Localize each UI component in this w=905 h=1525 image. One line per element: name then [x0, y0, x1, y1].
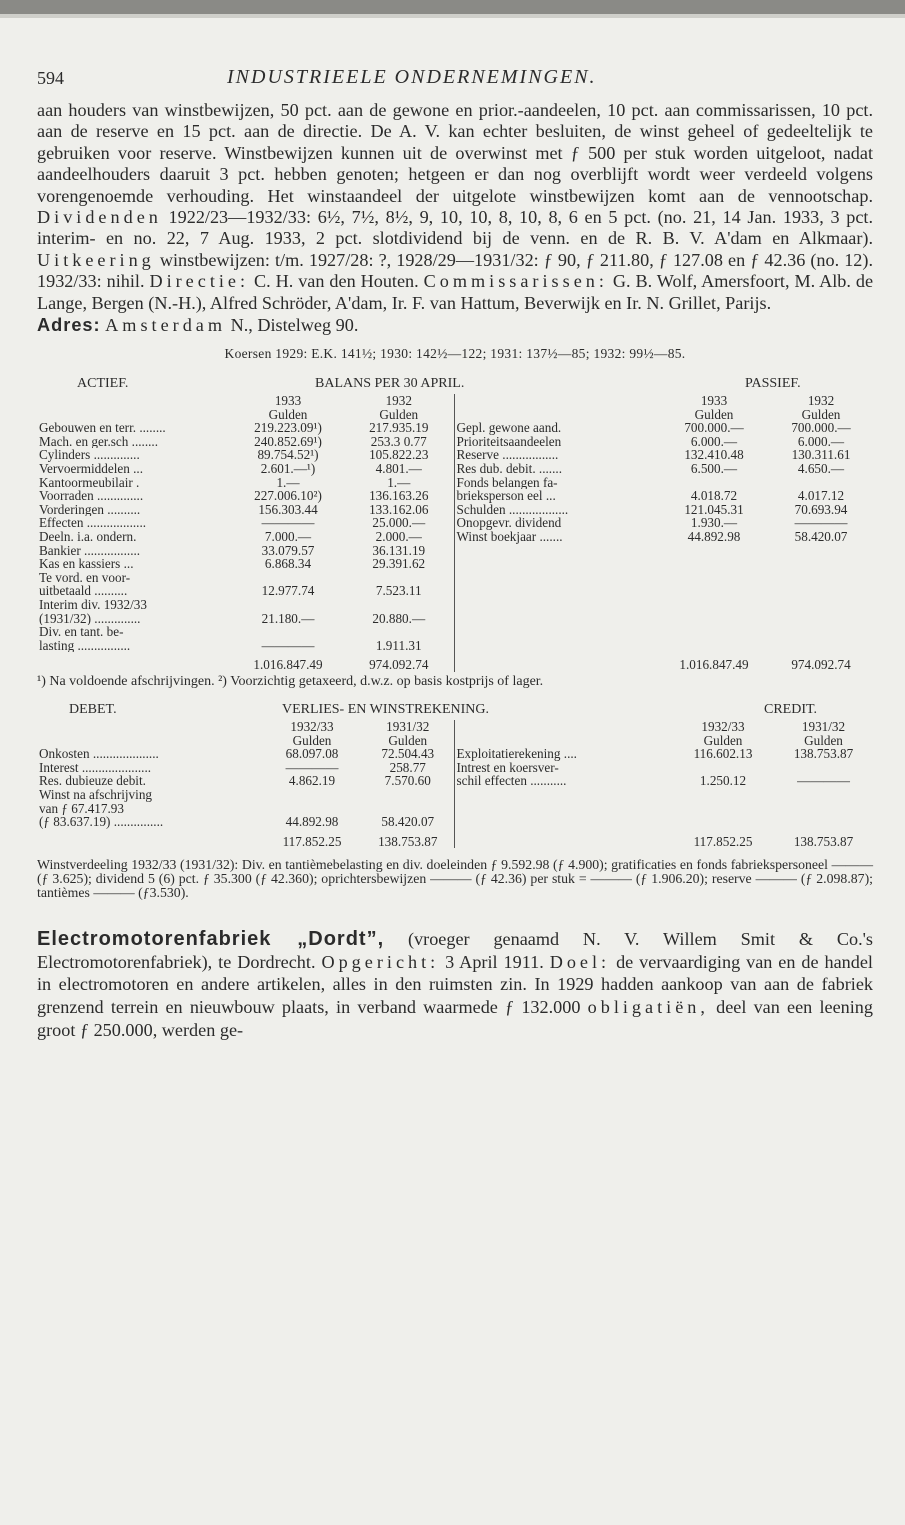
balans-row-cell-a33: 7.000.—: [264, 530, 312, 544]
balans-row-cell-p: Fonds belangen fa-: [454, 476, 659, 490]
wv-row-cell-d1: 44.892.98: [285, 815, 339, 829]
para1-text4: C. H. van den Houten.: [249, 271, 424, 292]
wv-row-cell-c2: [774, 802, 873, 816]
para1-text3: winstbewijzen: t/m. 1927/28: ?, 1928/29—1931/32: ƒ 90, ƒ 211.80, ƒ 127.08 en ƒ 42.36 (no. 12). 1932/33: nihil.: [37, 249, 873, 292]
wv-row: [37, 761, 873, 775]
adres-city: Amsterdam: [105, 315, 227, 336]
balans-row-cell-a32: 25.000.—: [372, 516, 426, 530]
total-passief-1932: 974.092.74: [791, 657, 851, 672]
balans-row-cell-p32: 4.650.—: [797, 462, 845, 476]
wv-unit-row: [37, 734, 873, 748]
directie-label: Directie:: [149, 271, 250, 292]
wv-row-cell-c: Exploitatierekening ....: [454, 747, 672, 761]
wv-row-cell-d1: 68.097.08: [285, 747, 339, 761]
balans-row: [37, 435, 873, 449]
wv-row-cell-d: (ƒ 83.637.19) ...............: [39, 815, 164, 829]
wv-row-cell-c2: [774, 788, 873, 802]
balans-row-cell-a32: 105.822.23: [369, 448, 429, 463]
wv-row-cell-d2: [362, 802, 454, 816]
balans-row-cell-a: Interim div. 1932/33: [39, 597, 147, 612]
company-paragraph: [37, 928, 873, 1041]
wv-year-row: [37, 720, 873, 734]
total-debet-1: 117.852.25: [282, 833, 342, 849]
scan-top-edge: [0, 0, 905, 14]
uitkeering-label: Uitkeering: [37, 249, 155, 270]
balans-row-cell-a: Te vord. en voor-: [39, 570, 131, 585]
balans-year-row: [37, 394, 873, 408]
balans-row-cell-p: Prioriteitsaandeelen: [454, 435, 659, 449]
wv-row-cell-c2: ————: [797, 774, 850, 788]
wv-row: [37, 774, 873, 788]
wv-row-cell-d: Winst na afschrijving: [39, 787, 153, 802]
unit-label: Gulden: [268, 407, 308, 422]
para1-text5: G. B. Wolf, Amersfoort, M. Alb. de Lange, Bergen (N.-H.), Alfred Schröder, A'dam, Ir. F. van Hattum, Beverwijk en Ir. N. Grillet, Parijs.: [37, 271, 874, 313]
balans-row-cell-a33: 12.977.74: [261, 584, 315, 598]
total-debet-2: 138.753.87: [378, 833, 438, 849]
balans-row-cell-a32: 7.523.11: [375, 584, 422, 598]
wv-row-cell-c2: [774, 761, 873, 775]
balans-row: [37, 421, 873, 435]
total-actief-1933: 1.016.847.49: [253, 657, 323, 672]
unit-label: Gulden: [292, 733, 332, 748]
obligatien-label: obligatiën,: [587, 997, 709, 1018]
balans-row-cell-a32: [344, 598, 454, 612]
balans-row-cell-p33: 132.410.48: [684, 448, 744, 463]
balans-row-cell-p33: [659, 571, 769, 585]
wv-row-cell-c: [454, 802, 672, 816]
balans-row-cell-a: Div. en tant. be-: [39, 625, 124, 639]
balans-row-cell-p: [454, 625, 659, 639]
wv-row-cell-c2: [774, 815, 873, 829]
wv-row-cell-d2: 58.420.07: [381, 815, 435, 829]
para1-text2: 1922/23—1932/33: 6½, 7½, 8½, 9, 10, 10, 8, 10, 8, 6 en 5 pct. (no. 21, 14 Jan. 1933, 3 pct. interim- en no. 22, 7 Aug. 1933, 2 pct. slotdividend bij de venn. en de R. B. V. A'dam en Alkmaar).: [37, 207, 873, 249]
wv-row-cell-c1: 1.250.12: [699, 774, 747, 788]
wv-row: [37, 788, 873, 802]
balans-row-cell-a: Voorraden ..............: [39, 489, 144, 503]
statutes-paragraph: [37, 100, 873, 314]
balans-row: [37, 489, 873, 503]
balans-year-1933: 1933: [274, 394, 302, 408]
balans-titles: [37, 376, 873, 394]
balans-row-cell-a33: 156.303.44: [258, 502, 318, 517]
balans-row-cell-a32: 1.911.31: [375, 638, 422, 653]
unit-label: Gulden: [379, 407, 419, 422]
balans-row-cell-p32: [769, 544, 873, 558]
wv-row-cell-c: [454, 815, 672, 829]
balans-row: [37, 598, 873, 612]
balans-row-cell-a: Effecten ..................: [39, 516, 147, 530]
wv-row-cell-c: Intrest en koersver-: [454, 761, 672, 775]
wv-year-1: 1932/33: [290, 719, 334, 734]
balans-row: [37, 639, 873, 653]
balans-row-cell-a33: 240.852.69¹): [254, 434, 322, 449]
balans-row-cell-p32: [769, 639, 873, 653]
page: [37, 60, 873, 1041]
koersen-line: Koersen 1929: E.K. 141½; 1930: 142½—122; 1931: 137½—85; 1932: 99½—85.: [224, 346, 686, 362]
wv-row: [37, 802, 873, 816]
balans-row-cell-p32: [769, 476, 873, 490]
wv-titles: [37, 702, 873, 720]
actief-title: ACTIEF.: [77, 376, 129, 392]
balans-row-cell-a32: 1.—: [387, 475, 411, 490]
total-credit-1: 117.852.25: [693, 833, 753, 849]
balans-row: [37, 557, 873, 571]
opgericht-label: Opgericht:: [321, 951, 440, 972]
balans-row-cell-p32: 70.693.94: [794, 502, 848, 517]
balans-row-cell-p32: 58.420.07: [794, 530, 848, 544]
balans-row-cell-a: Mach. en ger.sch ........: [39, 434, 159, 449]
wv-row-cell-d1: 4.862.19: [288, 774, 336, 788]
balans-row-cell-p: Res dub. debit. .......: [454, 462, 659, 476]
balans-row-cell-a: Gebouwen en terr. ........: [39, 421, 166, 435]
balans-row-cell-p33: [659, 584, 769, 598]
para2-text2: 3 April 1911.: [439, 951, 550, 972]
balans-row-cell-a33: 6.868.34: [264, 557, 312, 571]
adres-label: Adres:: [37, 315, 101, 336]
balans-unit-row: [37, 408, 873, 422]
balans-row-cell-p32: [769, 625, 873, 639]
balans-row-cell-a: Bankier .................: [39, 543, 141, 558]
balans-row-cell-p: [454, 571, 659, 585]
dividenden-label: Dividenden: [37, 207, 162, 228]
wv-row-cell-d2: [362, 788, 454, 802]
balans-row-cell-p: Winst boekjaar .......: [454, 530, 659, 544]
wv-row-cell-c1: [672, 788, 774, 802]
balans-row-cell-p32: [769, 584, 873, 598]
balans-row: [37, 612, 873, 626]
unit-label: Gulden: [804, 733, 843, 748]
balans-row-cell-a: Deeln. i.a. ondern.: [39, 530, 137, 544]
debet-title: DEBET.: [69, 701, 117, 717]
balans-row-cell-a: Vorderingen ..........: [39, 502, 141, 517]
balans-row: [37, 516, 873, 530]
wv-row: [37, 747, 873, 761]
balans-year-1933-p: 1933: [700, 394, 728, 408]
balans-row-cell-p33: 44.892.98: [687, 530, 741, 544]
balans-year-1932-p: 1932: [807, 394, 835, 408]
balans-footnote: ¹) Na voldoende afschrijvingen. ²) Voorzichtig getaxeerd, d.w.z. op basis kostprijs of lager.: [37, 673, 544, 689]
scan-top-edge-light: [0, 14, 905, 18]
wv-total-row: [37, 829, 873, 849]
balans-row-cell-a33: 227.006.10²): [254, 489, 322, 503]
balans-row-cell-p33: 121.045.31: [684, 502, 744, 517]
page-number: 594: [37, 68, 64, 88]
balans-row-cell-a33: [232, 598, 344, 612]
balans-row-cell-p33: 1.930.—: [690, 516, 738, 530]
balans-row-cell-a32: [344, 571, 454, 585]
doel-label: Doel:: [549, 951, 611, 972]
balans-row: [37, 530, 873, 544]
balans-row-cell-p33: [659, 544, 769, 558]
balans-row-cell-a32: 2.000.—: [375, 530, 422, 544]
balans-row-cell-a33: ————: [261, 638, 315, 653]
wv-row-cell-d2: 72.504.43: [381, 747, 435, 761]
balans-row-cell-a33: 219.223.09¹): [254, 421, 322, 435]
balans-row-cell-a33: [232, 625, 344, 639]
balans-row-cell-a32: 133.162.06: [369, 502, 429, 517]
balans-row-cell-a33: ————: [261, 516, 315, 530]
balans-row-cell-p32: 130.311.61: [791, 448, 851, 463]
company-name: Electromotorenfabriek „Dordt”,: [37, 928, 385, 951]
balans-row-cell-p: brieksperson eel ...: [454, 489, 659, 503]
balans-row-cell-a33: 89.754.52¹): [257, 448, 319, 463]
unit-label: Gulden: [694, 407, 734, 422]
balans-row-cell-p33: [659, 625, 769, 639]
credit-title: CREDIT.: [764, 701, 818, 717]
wv-row-cell-c2: 138.753.87: [793, 747, 854, 761]
balans-row-cell-p33: 6.000.—: [690, 434, 738, 449]
balans-row-cell-p: Onopgevr. dividend: [454, 516, 659, 530]
balans-row-cell-p: [454, 639, 659, 653]
wv-row-cell-d1: [262, 802, 362, 816]
wv-row-cell-c1: [672, 815, 774, 829]
wv-row-cell-d1: ————: [285, 760, 339, 775]
balans-row-cell-a33: 2.601.—¹): [260, 462, 316, 476]
balans-row: [37, 448, 873, 462]
commissarissen-label: Commissarissen:: [423, 271, 608, 292]
balans-row-cell-p33: [659, 476, 769, 490]
balans-row: [37, 625, 873, 639]
balans-row-cell-p33: 700.000.—: [684, 421, 744, 435]
balans-row-cell-a32: 253.3 0.77: [370, 434, 427, 449]
balans-row-cell-a: lasting ................: [39, 638, 131, 653]
balans-row-cell-p33: 4.018.72: [690, 489, 738, 503]
balans-row: [37, 544, 873, 558]
balans-row-cell-p32: [769, 612, 873, 626]
wv-year-2-c: 1931/32: [801, 719, 846, 734]
balans-row-cell-p32: 700.000.—: [791, 421, 851, 435]
wv-row-cell-d2: 7.570.60: [384, 774, 431, 788]
balans-row-cell-p32: ————: [794, 516, 848, 530]
balans-row-cell-p32: [769, 598, 873, 612]
balans-row-cell-p: Gepl. gewone aand.: [454, 421, 659, 435]
balans-row-cell-a: Kantoormeubilair .: [39, 475, 140, 490]
balans-row-cell-p32: 6.000.—: [797, 434, 845, 449]
balans-row-cell-a: uitbetaald ..........: [39, 584, 128, 598]
para1-text1: aan houders van winstbewijzen, 50 pct. aan de gewone en prior.-aandeelen, 10 pct. aan commissarissen, 10 pct. aan de reserve en 15 pct. aan de directie. De A. V. kan echter besluiten, de winst geheel of gedeeltelijk te gebruiken voor reserve. Winstbewijzen kunnen uit de overwinst met ƒ 500 per stuk worden uitgeloot, nadat aandeelhouders daaruit 3 pct. hebben genoten; hetgeen er dan nog overblijft wordt weer verdeeld volgens vorengenoemde verhouding. Het winstaandeel der uitgelote winstbewijzen komt aan de vennootschap.: [37, 100, 873, 206]
balans-row-cell-p33: [659, 598, 769, 612]
adres-rest: N., Distelweg 90.: [226, 315, 359, 336]
para2-text1: (vroeger genaamd N. V. Willem Smit & Co.'s Electromotorenfabriek), te Dordrecht.: [37, 929, 874, 972]
balans-total-row: [37, 652, 873, 672]
balans-row-cell-a33: 1.—: [276, 475, 300, 490]
page-header: [37, 60, 873, 100]
balans-row-cell-a33: 33.079.57: [261, 543, 315, 558]
balans-row: [37, 584, 873, 598]
running-title: INDUSTRIEELE ONDERNEMINGEN.: [227, 66, 597, 88]
unit-label: Gulden: [703, 733, 743, 748]
adres-line: [37, 314, 873, 336]
balans-row-cell-p: [454, 544, 659, 558]
balans-row-cell-p33: 6.500.—: [690, 462, 738, 476]
para2-text4: deel van een leening groot ƒ 250.000, werden ge-: [37, 997, 873, 1040]
balans-row-cell-p33: [659, 639, 769, 653]
wv-row-cell-d: Res. dubieuze debit.: [39, 774, 146, 788]
balans-row-cell-a: Vervoermiddelen ...: [39, 462, 143, 476]
wv-row: [37, 815, 873, 829]
wv-row-cell-c1: 116.602.13: [693, 747, 753, 761]
balans-row-cell-p: [454, 598, 659, 612]
wv-row-cell-d2: 258.77: [389, 760, 426, 775]
passief-title: PASSIEF.: [745, 376, 801, 392]
balans-row-cell-p32: 4.017.12: [797, 489, 845, 503]
winstverdeeling: Winstverdeeling 1932/33 (1931/32): Div. en tantièmebelasting en div. doeleinden ƒ 9.592.98 (ƒ 4.900); gratificaties en fonds fabriekspersoneel ——— (ƒ 3.625); dividend 5 (6) pct. ƒ 35.300 (ƒ 42.360); oprichtersbewijzen ——— (ƒ 42.36) per stuk = ——— (ƒ 1.906.20); reserve ——— (ƒ 2.098.87); tantièmes ——— (ƒ3.530).: [37, 857, 873, 901]
balans-row-cell-p32: [769, 557, 873, 571]
balans-row-cell-a32: 217.935.19: [369, 421, 429, 435]
balans-row-cell-a: Cylinders ..............: [39, 448, 140, 463]
balans-row-cell-a32: 29.391.62: [372, 557, 426, 571]
balans-row: [37, 462, 873, 476]
wv-row-cell-c: [454, 788, 672, 802]
balans-row: [37, 571, 873, 585]
wv-title: VERLIES- EN WINSTREKENING.: [282, 701, 489, 717]
balans-row-cell-a32: 4.801.—: [375, 462, 422, 476]
balans-row-cell-p: [454, 584, 659, 598]
balans-row-cell-p33: [659, 557, 769, 571]
balans-row-cell-p: Reserve .................: [454, 448, 659, 462]
balans-row-cell-p32: [769, 571, 873, 585]
wv-row-cell-c1: [672, 802, 774, 816]
wv-row-cell-c: schil effecten ...........: [454, 774, 672, 788]
total-credit-2: 138.753.87: [793, 833, 854, 849]
balans-row: [37, 476, 873, 490]
wv-row-cell-d: van ƒ 67.417.93: [39, 801, 124, 816]
balans-row-cell-a: (1931/32) ..............: [39, 611, 141, 626]
balans-row-cell-a33: [232, 571, 344, 585]
wv-year-1-c: 1932/33: [701, 719, 745, 734]
balans-row-cell-p: [454, 612, 659, 626]
balans-row-cell-a33: 21.180.—: [261, 611, 315, 626]
balans-title: BALANS PER 30 APRIL.: [315, 376, 465, 392]
balans-row-cell-a32: 20.880.—: [372, 611, 426, 626]
balans-row-cell-p: [454, 557, 659, 571]
wv-row-cell-c1: [672, 761, 774, 775]
wv-row-cell-d: Onkosten ....................: [39, 747, 159, 761]
balans-year-1932: 1932: [385, 394, 412, 408]
unit-label: Gulden: [388, 733, 428, 748]
wv-year-2: 1931/32: [386, 719, 430, 734]
balans-row-cell-a32: [344, 625, 454, 639]
unit-label: Gulden: [801, 407, 841, 422]
balans-row-cell-p: Schulden ..................: [454, 503, 659, 517]
para2-text3: de vervaardiging van en de handel in electromotoren en andere artikelen, alles in den ruimsten zin. In 1929 hadden aankoop van aan de fabriek grenzend terrein en nieuwbouw plaats, in verband waarmede ƒ 132.000: [37, 951, 873, 1018]
wv-table: [37, 720, 873, 848]
wv-row-cell-d1: [262, 788, 362, 802]
total-passief-1933: 1.016.847.49: [679, 657, 749, 672]
balans-row-cell-a: Kas en kassiers ...: [39, 557, 134, 571]
wv-row-cell-d: Interest .....................: [39, 760, 152, 775]
balans-row-cell-a32: 36.131.19: [372, 543, 426, 558]
balans-row: [37, 503, 873, 517]
balans-table: [37, 394, 873, 672]
balans-row-cell-a32: 136.163.26: [369, 489, 429, 503]
total-actief-1932: 974.092.74: [369, 657, 429, 672]
balans-row-cell-p33: [659, 612, 769, 626]
